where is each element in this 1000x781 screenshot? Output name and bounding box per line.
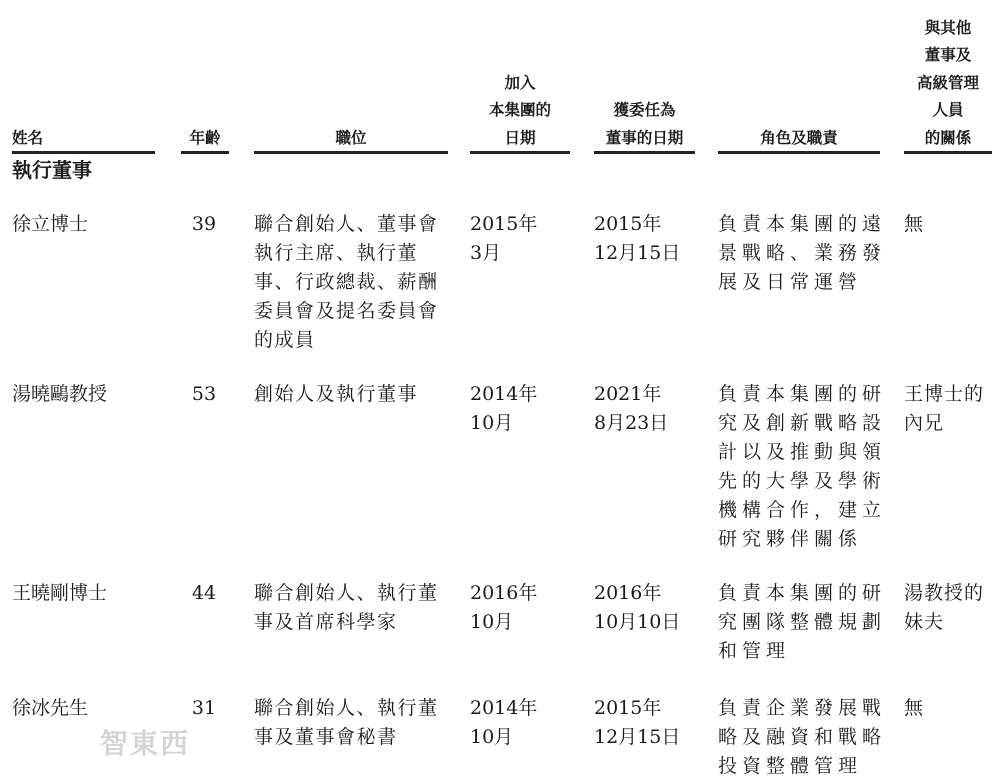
cell-relationship: 湯教授的妹夫	[904, 582, 985, 633]
cell-roles: 負責本集團的遠景戰略、業務發展及日常運營	[718, 213, 887, 293]
cell-appointment-date: 2015年 12月15日	[594, 697, 681, 748]
cell-age: 53	[191, 383, 217, 405]
cell-position: 聯合創始人、執行董事及董事會秘書	[254, 697, 439, 748]
cell-name: 徐立博士	[12, 213, 89, 235]
cell-name: 徐冰先生	[12, 697, 89, 719]
header-position	[254, 0, 448, 154]
cell-position: 聯合創始人、董事會執行主席、執行董事、行政總裁、薪酬委員會及提名委員會的成員	[254, 213, 439, 351]
header-label: 姓名	[12, 127, 44, 147]
cell-join-date: 2014年 10月	[470, 383, 538, 434]
header-roles	[718, 0, 880, 154]
header-age	[181, 0, 229, 154]
cell-appointment-date: 2016年 10月10日	[594, 582, 681, 633]
cell-roles: 負責本集團的研究及創新戰略設計以及推動與領先的大學及學術機構合作，建立研究夥伴關係	[718, 383, 887, 550]
cell-appointment-date: 2021年 8月23日	[594, 383, 669, 434]
section-title: 執行董事	[12, 158, 92, 182]
header-label: 職位	[335, 127, 367, 147]
cell-name: 湯曉鷗教授	[12, 383, 108, 405]
header-label: 角色及職責	[760, 127, 838, 147]
watermark: 智東西	[100, 727, 191, 760]
header-label: 加入 本集團的 日期	[488, 72, 551, 147]
cell-join-date: 2016年 10月	[470, 582, 538, 633]
cell-name: 王曉剛博士	[12, 582, 108, 604]
cell-age: 31	[191, 697, 217, 719]
cell-age: 39	[191, 213, 217, 235]
cell-position: 創始人及執行董事	[254, 383, 419, 405]
header-join-date	[470, 0, 570, 154]
header-label: 與其他 董事及 高級管理 人員 的關係	[916, 17, 979, 147]
cell-relationship: 無	[904, 213, 925, 235]
cell-roles: 負責企業發展戰略及融資和戰略投資整體管理	[718, 697, 887, 777]
cell-relationship: 無	[904, 697, 925, 719]
cell-join-date: 2015年 3月	[470, 213, 538, 264]
cell-join-date: 2014年 10月	[470, 697, 538, 748]
header-name	[12, 0, 155, 154]
cell-position: 聯合創始人、執行董事及首席科學家	[254, 582, 439, 633]
header-appointment-date	[594, 0, 695, 154]
header-label: 年齡	[189, 127, 221, 147]
header-relationship	[904, 0, 992, 154]
cell-appointment-date: 2015年 12月15日	[594, 213, 681, 264]
header-label: 獲委任為 董事的日期	[605, 100, 684, 147]
cell-roles: 負責本集團的研究團隊整體規劃和管理	[718, 582, 887, 662]
cell-relationship: 王博士的內兄	[904, 383, 985, 434]
cell-age: 44	[191, 582, 217, 604]
